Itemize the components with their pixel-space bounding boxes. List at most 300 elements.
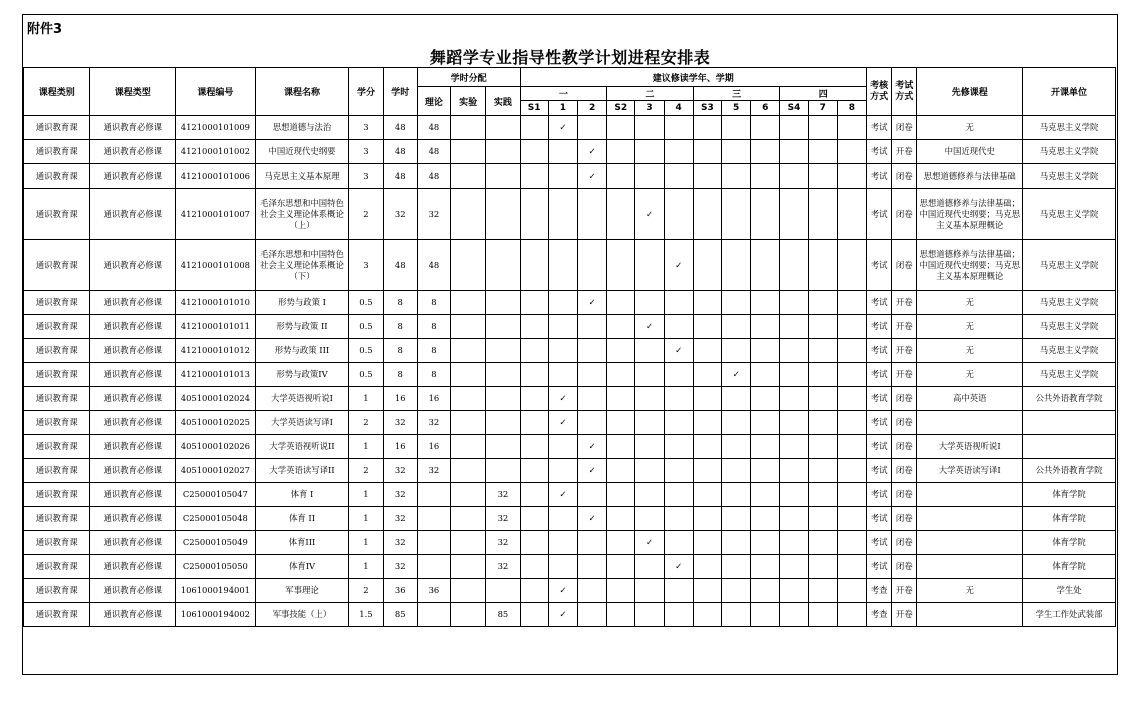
- course-name-cell: 体育 I: [255, 483, 349, 507]
- term-cell-8: [837, 240, 866, 291]
- check-mark-icon: ✓: [588, 513, 596, 523]
- hours-cell: 48: [383, 140, 417, 164]
- theory-hours-cell: 8: [417, 363, 450, 387]
- term-cell-3: [635, 579, 664, 603]
- hours-cell: 48: [383, 164, 417, 189]
- term-cell-s2: [607, 579, 635, 603]
- assess-method-cell: 考试: [867, 387, 892, 411]
- term-cell-4: [664, 603, 693, 627]
- hours-cell: 8: [383, 363, 417, 387]
- term-cell-5: [721, 531, 750, 555]
- course-type-cell: 通识教育必修课: [90, 363, 176, 387]
- term-cell-6: [751, 459, 780, 483]
- term-cell-8: [837, 116, 866, 140]
- term-cell-1: [548, 483, 577, 507]
- prereq-cell: 无: [917, 116, 1023, 140]
- course-type-cell: 通识教育必修课: [90, 555, 176, 579]
- term-cell-s3: [693, 116, 721, 140]
- practice-hours-cell: [486, 140, 520, 164]
- experiment-hours-cell: [451, 140, 486, 164]
- check-mark-icon: ✓: [645, 208, 653, 219]
- term-cell-5: [721, 579, 750, 603]
- term-cell-8: [837, 579, 866, 603]
- course-name-cell: 体育IV: [255, 555, 349, 579]
- term-cell-s3: [693, 189, 721, 240]
- term-cell-3: [635, 483, 664, 507]
- table-row: [24, 140, 1116, 164]
- term-cell-7: [808, 603, 837, 627]
- term-cell-2: [577, 140, 606, 164]
- term-cell-5: [721, 459, 750, 483]
- experiment-hours-cell: [451, 189, 486, 240]
- check-mark-icon: ✓: [675, 561, 683, 571]
- term-cell-2: [577, 291, 606, 315]
- term-cell-5: [721, 411, 750, 435]
- term-cell-1: [548, 531, 577, 555]
- term-cell-4: [664, 140, 693, 164]
- header-hours: 学时: [383, 68, 417, 116]
- term-cell-8: [837, 363, 866, 387]
- experiment-hours-cell: [451, 315, 486, 339]
- term-cell-7: [808, 164, 837, 189]
- header-name: 课程名称: [255, 68, 349, 116]
- term-cell-s4: [780, 339, 808, 363]
- table-row: [24, 189, 1116, 240]
- header-hour-split: 学时分配: [417, 68, 520, 87]
- term-cell-6: [751, 116, 780, 140]
- practice-hours-cell: 85: [486, 603, 520, 627]
- course-name-cell: 中国近现代史纲要: [255, 140, 349, 164]
- course-code-cell: 1061000194001: [176, 579, 256, 603]
- course-type-cell: 通识教育必修课: [90, 339, 176, 363]
- theory-hours-cell: 8: [417, 339, 450, 363]
- course-code-cell: 4051000102025: [176, 411, 256, 435]
- term-cell-s3: [693, 531, 721, 555]
- experiment-hours-cell: [451, 387, 486, 411]
- term-cell-1: [548, 240, 577, 291]
- course-name-cell: 形势与政策 I: [255, 291, 349, 315]
- offering-unit-cell: 马克思主义学院: [1023, 339, 1116, 363]
- term-cell-s3: [693, 315, 721, 339]
- course-category-cell: 通识教育课: [24, 116, 90, 140]
- hours-cell: 32: [383, 507, 417, 531]
- term-cell-s3: [693, 603, 721, 627]
- term-cell-4: [664, 363, 693, 387]
- term-cell-s2: [607, 315, 635, 339]
- prereq-cell: 高中英语: [917, 387, 1023, 411]
- prereq-cell: 思想道德修养与法律基础；中国近现代史纲要；马克思主义基本原理概论: [917, 240, 1023, 291]
- prereq-cell: 大学英语读写译I: [917, 459, 1023, 483]
- exam-method-cell: 闭卷: [892, 531, 917, 555]
- practice-hours-cell: [486, 315, 520, 339]
- term-cell-4: [664, 411, 693, 435]
- course-code-cell: 4051000102026: [176, 435, 256, 459]
- course-name-cell: 马克思主义基本原理: [255, 164, 349, 189]
- term-cell-1: [548, 363, 577, 387]
- assess-method-cell: 考试: [867, 140, 892, 164]
- term-cell-3: [635, 339, 664, 363]
- term-cell-8: [837, 387, 866, 411]
- table-row: [24, 459, 1116, 483]
- term-cell-3: [635, 459, 664, 483]
- term-cell-5: [721, 315, 750, 339]
- term-cell-s1: [520, 164, 548, 189]
- term-cell-3: [635, 387, 664, 411]
- term-cell-7: [808, 387, 837, 411]
- term-cell-s3: [693, 387, 721, 411]
- experiment-hours-cell: [451, 363, 486, 387]
- hours-cell: 8: [383, 315, 417, 339]
- term-cell-4: [664, 507, 693, 531]
- course-code-cell: C25000105050: [176, 555, 256, 579]
- course-type-cell: 通识教育必修课: [90, 483, 176, 507]
- table-row: [24, 507, 1116, 531]
- term-cell-3: [635, 315, 664, 339]
- table-row: [24, 411, 1116, 435]
- term-cell-3: [635, 164, 664, 189]
- course-type-cell: 通识教育必修课: [90, 164, 176, 189]
- exam-method-cell: 开卷: [892, 579, 917, 603]
- term-cell-1: [548, 164, 577, 189]
- check-mark-icon: ✓: [559, 122, 567, 132]
- exam-method-cell: 开卷: [892, 603, 917, 627]
- prereq-cell: [917, 603, 1023, 627]
- course-category-cell: 通识教育课: [24, 339, 90, 363]
- term-cell-4: [664, 483, 693, 507]
- term-cell-7: [808, 435, 837, 459]
- term-cell-s3: [693, 435, 721, 459]
- course-name-cell: 大学英语读写译II: [255, 459, 349, 483]
- hours-cell: 32: [383, 531, 417, 555]
- hours-cell: 8: [383, 291, 417, 315]
- term-cell-3: [635, 240, 664, 291]
- credit-cell: 2: [349, 411, 383, 435]
- term-cell-4: [664, 435, 693, 459]
- term-cell-s4: [780, 140, 808, 164]
- assess-method-cell: 考试: [867, 363, 892, 387]
- assess-method-cell: 考试: [867, 164, 892, 189]
- experiment-hours-cell: [451, 459, 486, 483]
- credit-cell: 0.5: [349, 363, 383, 387]
- course-type-cell: 通识教育必修课: [90, 579, 176, 603]
- term-cell-7: [808, 483, 837, 507]
- term-cell-7: [808, 507, 837, 531]
- theory-hours-cell: 32: [417, 459, 450, 483]
- term-cell-s1: [520, 140, 548, 164]
- prereq-cell: [917, 483, 1023, 507]
- course-code-cell: 4121000101011: [176, 315, 256, 339]
- term-cell-s4: [780, 603, 808, 627]
- theory-hours-cell: 48: [417, 140, 450, 164]
- experiment-hours-cell: [451, 531, 486, 555]
- practice-hours-cell: [486, 164, 520, 189]
- hours-cell: 85: [383, 603, 417, 627]
- header-year-3: 三: [693, 87, 780, 101]
- assess-method-cell: 考试: [867, 339, 892, 363]
- term-cell-5: [721, 339, 750, 363]
- term-cell-s4: [780, 387, 808, 411]
- check-mark-icon: ✓: [588, 441, 596, 451]
- term-cell-2: [577, 339, 606, 363]
- course-code-cell: C25000105048: [176, 507, 256, 531]
- term-cell-1: [548, 459, 577, 483]
- term-cell-s4: [780, 240, 808, 291]
- term-cell-8: [837, 483, 866, 507]
- course-category-cell: 通识教育课: [24, 507, 90, 531]
- header-term-5: 5: [721, 101, 750, 116]
- table-row: [24, 315, 1116, 339]
- term-cell-s1: [520, 116, 548, 140]
- term-cell-7: [808, 555, 837, 579]
- term-cell-s3: [693, 483, 721, 507]
- term-cell-s1: [520, 459, 548, 483]
- term-cell-1: [548, 579, 577, 603]
- term-cell-8: [837, 555, 866, 579]
- practice-hours-cell: [486, 363, 520, 387]
- prereq-cell: 思想道德修养与法律基础: [917, 164, 1023, 189]
- term-cell-s1: [520, 579, 548, 603]
- assess-method-cell: 考试: [867, 483, 892, 507]
- credit-cell: 1: [349, 435, 383, 459]
- hours-cell: 32: [383, 411, 417, 435]
- term-cell-6: [751, 555, 780, 579]
- term-cell-8: [837, 603, 866, 627]
- course-name-cell: 大学英语视听说I: [255, 387, 349, 411]
- exam-method-cell: 闭卷: [892, 555, 917, 579]
- term-cell-1: [548, 603, 577, 627]
- term-cell-4: [664, 116, 693, 140]
- exam-method-cell: 闭卷: [892, 507, 917, 531]
- term-cell-s1: [520, 603, 548, 627]
- term-cell-8: [837, 507, 866, 531]
- offering-unit-cell: 体育学院: [1023, 507, 1116, 531]
- term-cell-2: [577, 315, 606, 339]
- credit-cell: 2: [349, 579, 383, 603]
- term-cell-6: [751, 387, 780, 411]
- practice-hours-cell: [486, 116, 520, 140]
- term-cell-5: [721, 240, 750, 291]
- term-cell-s4: [780, 435, 808, 459]
- term-cell-5: [721, 363, 750, 387]
- assess-method-cell: 考试: [867, 531, 892, 555]
- course-code-cell: 4051000102027: [176, 459, 256, 483]
- course-type-cell: 通识教育必修课: [90, 435, 176, 459]
- term-cell-s1: [520, 189, 548, 240]
- term-cell-8: [837, 459, 866, 483]
- course-category-cell: 通识教育课: [24, 603, 90, 627]
- credit-cell: 1: [349, 555, 383, 579]
- credit-cell: 2: [349, 189, 383, 240]
- term-cell-6: [751, 579, 780, 603]
- course-code-cell: 4121000101008: [176, 240, 256, 291]
- exam-method-cell: 闭卷: [892, 459, 917, 483]
- term-cell-s2: [607, 459, 635, 483]
- header-term-s4: S4: [780, 101, 808, 116]
- hours-cell: 32: [383, 555, 417, 579]
- term-cell-5: [721, 387, 750, 411]
- term-cell-7: [808, 579, 837, 603]
- experiment-hours-cell: [451, 579, 486, 603]
- theory-hours-cell: 8: [417, 315, 450, 339]
- term-cell-s3: [693, 164, 721, 189]
- course-code-cell: 4051000102024: [176, 387, 256, 411]
- practice-hours-cell: [486, 240, 520, 291]
- header-practice: 实践: [486, 87, 520, 116]
- course-name-cell: 毛泽东思想和中国特色社会主义理论体系概论（下）: [255, 240, 349, 291]
- term-cell-3: [635, 189, 664, 240]
- term-cell-s4: [780, 189, 808, 240]
- assess-method-cell: 考试: [867, 411, 892, 435]
- experiment-hours-cell: [451, 164, 486, 189]
- term-cell-2: [577, 240, 606, 291]
- check-mark-icon: ✓: [645, 537, 653, 547]
- term-cell-6: [751, 603, 780, 627]
- term-cell-s1: [520, 531, 548, 555]
- term-cell-3: [635, 291, 664, 315]
- prereq-cell: 无: [917, 579, 1023, 603]
- header-theory: 理论: [417, 87, 450, 116]
- term-cell-8: [837, 411, 866, 435]
- course-code-cell: 1061000194002: [176, 603, 256, 627]
- teaching-plan-table: [23, 67, 1116, 627]
- experiment-hours-cell: [451, 240, 486, 291]
- term-cell-s2: [607, 435, 635, 459]
- course-category-cell: 通识教育课: [24, 189, 90, 240]
- term-cell-6: [751, 531, 780, 555]
- term-cell-7: [808, 140, 837, 164]
- hours-cell: 36: [383, 579, 417, 603]
- experiment-hours-cell: [451, 339, 486, 363]
- document-frame: [22, 14, 1118, 675]
- header-exam-method: [892, 68, 917, 116]
- term-cell-6: [751, 507, 780, 531]
- theory-hours-cell: [417, 507, 450, 531]
- practice-hours-cell: [486, 459, 520, 483]
- term-cell-6: [751, 411, 780, 435]
- header-term-s2: S2: [607, 101, 635, 116]
- attachment-label: 附件3: [27, 22, 63, 37]
- term-cell-3: [635, 411, 664, 435]
- practice-hours-cell: [486, 387, 520, 411]
- term-cell-5: [721, 189, 750, 240]
- offering-unit-cell: 马克思主义学院: [1023, 116, 1116, 140]
- term-cell-7: [808, 189, 837, 240]
- header-term-8: 8: [837, 101, 866, 116]
- term-cell-3: [635, 435, 664, 459]
- course-name-cell: 大学英语读写译I: [255, 411, 349, 435]
- experiment-hours-cell: [451, 555, 486, 579]
- table-row: [24, 531, 1116, 555]
- practice-hours-cell: 32: [486, 531, 520, 555]
- course-type-cell: 通识教育必修课: [90, 507, 176, 531]
- term-cell-1: [548, 291, 577, 315]
- practice-hours-cell: 32: [486, 507, 520, 531]
- assess-method-cell: 考试: [867, 189, 892, 240]
- practice-hours-cell: [486, 579, 520, 603]
- term-cell-7: [808, 240, 837, 291]
- table-row: [24, 579, 1116, 603]
- term-cell-s2: [607, 411, 635, 435]
- exam-method-cell: 闭卷: [892, 411, 917, 435]
- credit-cell: 2: [349, 459, 383, 483]
- exam-method-cell: 开卷: [892, 315, 917, 339]
- table-row: [24, 387, 1116, 411]
- course-type-cell: 通识教育必修课: [90, 603, 176, 627]
- check-mark-icon: ✓: [732, 369, 740, 379]
- term-cell-2: [577, 164, 606, 189]
- table-row: [24, 435, 1116, 459]
- prereq-cell: 思想道德修养与法律基础；中国近现代史纲要；马克思主义基本原理概论: [917, 189, 1023, 240]
- experiment-hours-cell: [451, 291, 486, 315]
- term-cell-s2: [607, 189, 635, 240]
- header-term-3: 3: [635, 101, 664, 116]
- term-cell-3: [635, 140, 664, 164]
- prereq-cell: 无: [917, 291, 1023, 315]
- course-category-cell: 通识教育课: [24, 411, 90, 435]
- course-category-cell: 通识教育课: [24, 240, 90, 291]
- offering-unit-cell: 学生工作处武装部: [1023, 603, 1116, 627]
- term-cell-s4: [780, 507, 808, 531]
- credit-cell: 3: [349, 240, 383, 291]
- term-cell-7: [808, 531, 837, 555]
- term-cell-1: [548, 555, 577, 579]
- experiment-hours-cell: [451, 603, 486, 627]
- term-cell-2: [577, 116, 606, 140]
- assess-method-cell: 考试: [867, 435, 892, 459]
- term-cell-3: [635, 531, 664, 555]
- assess-method-cell: 考试: [867, 555, 892, 579]
- term-cell-2: [577, 531, 606, 555]
- term-cell-s4: [780, 411, 808, 435]
- table-row: [24, 555, 1116, 579]
- practice-hours-cell: [486, 339, 520, 363]
- practice-hours-cell: [486, 291, 520, 315]
- term-cell-2: [577, 483, 606, 507]
- practice-hours-cell: 32: [486, 483, 520, 507]
- check-mark-icon: ✓: [559, 609, 567, 619]
- term-cell-6: [751, 140, 780, 164]
- experiment-hours-cell: [451, 435, 486, 459]
- term-cell-4: [664, 555, 693, 579]
- term-cell-1: [548, 339, 577, 363]
- course-category-cell: 通识教育课: [24, 363, 90, 387]
- assess-method-cell: 考查: [867, 579, 892, 603]
- course-name-cell: 军事理论: [255, 579, 349, 603]
- check-mark-icon: ✓: [588, 465, 596, 475]
- course-type-cell: 通识教育必修课: [90, 291, 176, 315]
- term-cell-7: [808, 315, 837, 339]
- term-cell-s1: [520, 363, 548, 387]
- term-cell-s1: [520, 387, 548, 411]
- term-cell-7: [808, 339, 837, 363]
- term-cell-s2: [607, 291, 635, 315]
- term-cell-5: [721, 291, 750, 315]
- exam-method-cell: 开卷: [892, 363, 917, 387]
- term-cell-s3: [693, 240, 721, 291]
- term-cell-7: [808, 459, 837, 483]
- term-cell-s2: [607, 116, 635, 140]
- theory-hours-cell: 16: [417, 387, 450, 411]
- term-cell-s3: [693, 411, 721, 435]
- assess-method-cell: 考试: [867, 240, 892, 291]
- term-cell-s1: [520, 240, 548, 291]
- term-cell-s4: [780, 555, 808, 579]
- table-row: [24, 483, 1116, 507]
- table-row: [24, 240, 1116, 291]
- term-cell-3: [635, 116, 664, 140]
- practice-hours-cell: [486, 411, 520, 435]
- course-type-cell: 通识教育必修课: [90, 240, 176, 291]
